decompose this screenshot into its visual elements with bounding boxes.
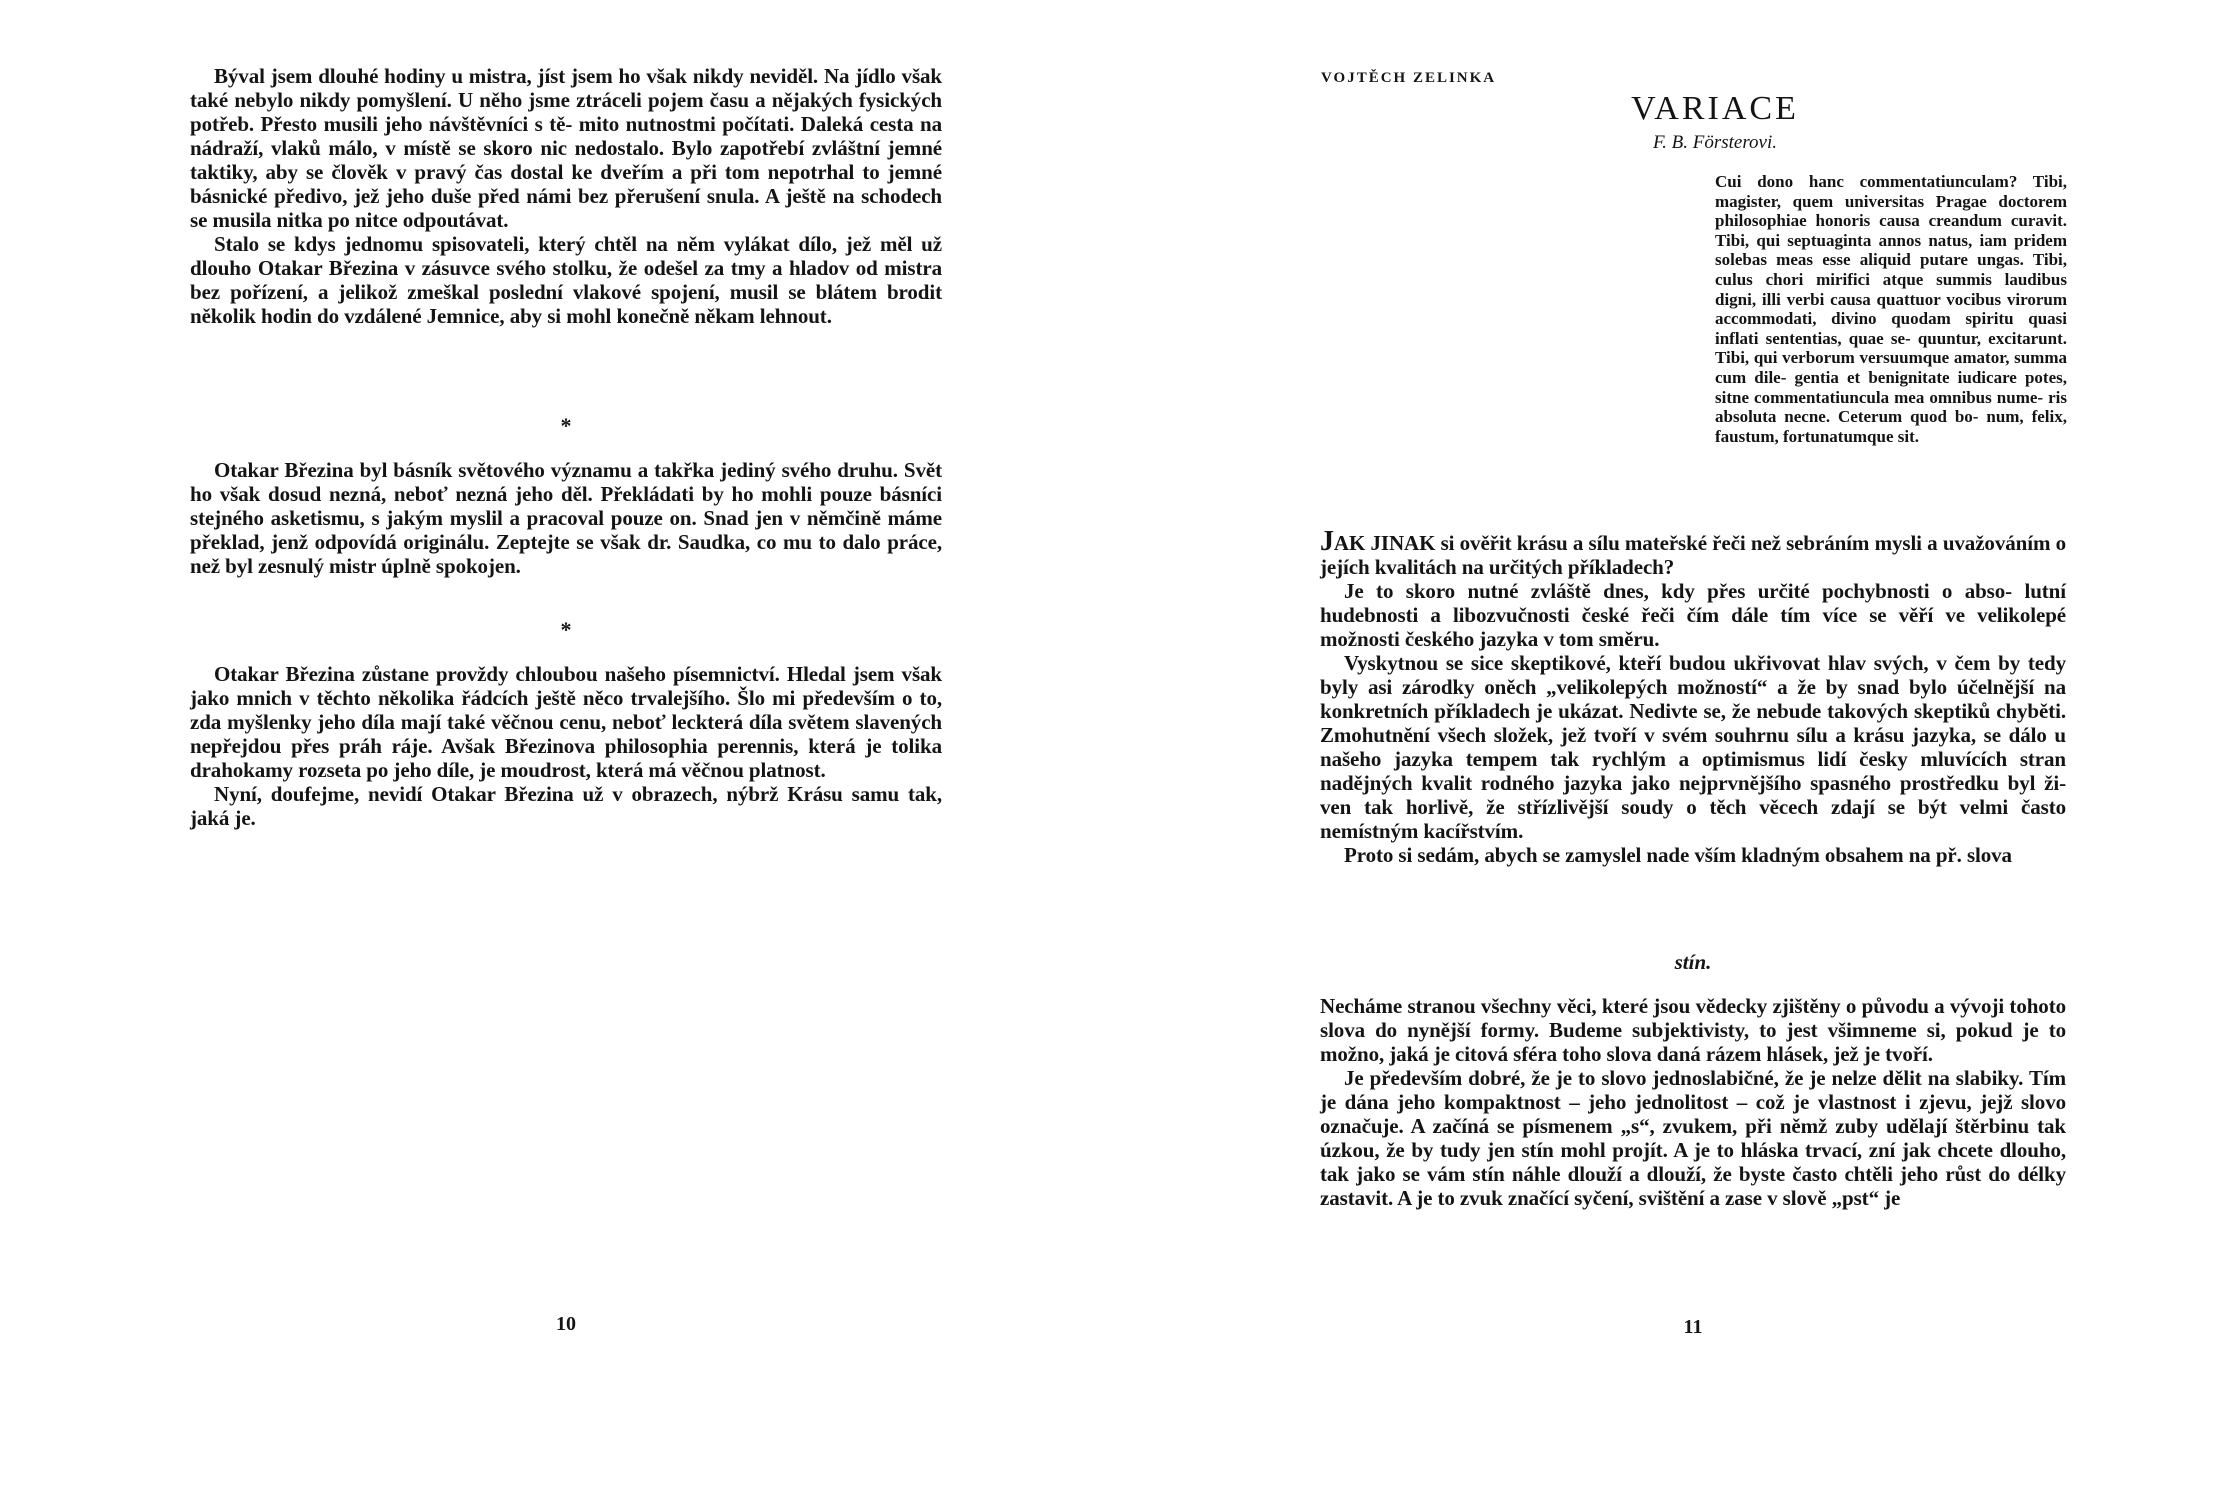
left-text-block-3 <box>190 662 942 830</box>
left-paragraph-1: Býval jsem dlouhé hodiny u mistra, jíst jsem ho však nikdy neviděl. Na jídlo však také nebylo nikdy pomyšlení. U něho jsme ztráceli pojem času a nějakých fysických potřeb. Přesto musili jeho návštěvníci s tě- mito nutnostmi počítati. Daleká cesta na nádraží, vlaků málo, v místě se skoro nic nedostalo. Bylo zapotřebí zvláštní jemné taktiky, aby se člověk v pravý čas dostal ke dveřím a při tom nepotrhal to jemné básnické předivo, jež jeho duše před námi bez přerušení snula. A ještě na schodech se musila nitka po nitce odpoutávat. <box>190 64 942 232</box>
example-word: stín. <box>1674 950 1712 974</box>
left-text-block-1 <box>190 64 942 328</box>
right-paragraph-3: Vyskytnou se sice skeptikové, kteří budou ukřivovat hlav svých, v čem by tedy byly asi zárodky oněch „velikolepých možností“ a že by snad bylo účelnější na konkretních příkladech je ukázat. Nedivte se, že nebude takových skeptiků chyběti. Zmohutnění všech složek, jež tvoří v svém souhrnu sílu a krásu jazyka, se dálo u našeho jazyka tempem tak rychlým a optimismus lidí česky mluvících stran nadějných kvalit rodného jazyka jako nejprvnějšího spasného prostředku byl ži- ven tak horlivě, že střízlivější soudy o těch věcech zdají se být velmi často nemístným kacířstvím. <box>1320 651 2066 843</box>
left-paragraph-3: Otakar Březina byl básník světového významu a takřka jediný svého druhu. Svět ho však dosud nezná, neboť nezná jeho děl. Překládati by ho mohli pouze básníci stejného asketismu, s jakým myslil a pracoval pouze on. Snad jen v němčině máme překlad, jenž odpovídá originálu. Zeptejte se však dr. Saudka, co mu to dalo práce, než byl zesnulý mistr úplně spokojen. <box>190 458 942 578</box>
page-number-left: 10 <box>556 1313 576 1335</box>
right-paragraph-5: Necháme stranou všechny věci, které jsou vědecky zjištěny o původu a vývoji tohoto slova do nynější formy. Budeme subjektivisty, to jest všimneme si, pokud je to možno, jaká je citová sféra toho slova daná rázem hlásek, jež je tvoří. <box>1320 994 2066 1066</box>
left-text-block-2 <box>190 458 942 578</box>
dedication: F. B. Försterovi. <box>1652 132 1778 153</box>
right-paragraph-1 <box>1320 526 2066 579</box>
lead-in-caps: AK JINAK <box>1333 531 1436 555</box>
right-paragraph-1-text: si ověřit krásu a sílu mateřské řeči než sebráním mysli a uvažováním o jejích kvalitách na určitých příkladech? <box>1320 531 2066 579</box>
right-text-block-1 <box>1320 526 2066 867</box>
right-paragraph-2: Je to skoro nutné zvláště dnes, kdy přes určité pochybnosti o abso- lutní hudebnosti a libozvučnosti české řeči čím dále tím více se věří ve velikolepé možnosti českého jazyka v tom směru. <box>1320 579 2066 651</box>
section-separator-1: * <box>560 413 572 438</box>
page-number-right: 11 <box>1683 1316 1703 1338</box>
drop-cap: J <box>1320 526 1334 557</box>
section-separator-2: * <box>560 617 572 642</box>
latin-motto: Cui dono hanc commentatiunculam? Tibi, magister, quem universitas Pragae doctorem philosophiae honoris causa creandum curavit. Tibi, qui septuaginta annos natus, iam pridem solebas meas esse aliquid putare ungas. Tibi, culus chori mirifici atque summis laudibus digni, illi verbi causa quattuor vocibus virorum accommodati, divino quodam spiritu quasi inflati sententias, quae se- quuntur, excitarunt. Tibi, qui verborum versuumque amator, summa cum dile- gentia et benignitate iudicare potes, sitne commentatiuncula mea omnibus nume- ris absoluta necne. Ceterum quod bo- num, felix, faustum, fortunatumque sit. <box>1715 172 2067 446</box>
left-paragraph-5: Nyní, doufejme, nevidí Otakar Březina už v obrazech, nýbrž Krásu samu tak, jaká je. <box>190 782 942 830</box>
left-paragraph-2: Stalo se kdys jednomu spisovateli, který chtěl na něm vylákat dílo, jež měl už dlouho Otakar Březina v zásuvce svého stolku, že odešel za tmy a hladov od mistra bez pořízení, a jelikož zmeškal poslední vlakové spojení, musil se blátem brodit několik hodin do vzdálené Jemnice, aby si mohl konečně někam lehnout. <box>190 232 942 328</box>
article-title: VARIACE <box>1631 90 1799 127</box>
left-paragraph-4: Otakar Březina zůstane provždy chloubou našeho písemnictví. Hledal jsem však jako mnich v těchto několika řádcích ještě něco trvalejšího. Šlo mi především o to, zda myšlenky jeho díla mají také věčnou cenu, neboť leckterá díla světem slavených nepřejdou přes práh ráje. Avšak Březinova philosophia perennis, která je tolika drahokamy rozseta po jeho díle, je moudrost, která má věčnou platnost. <box>190 662 942 782</box>
right-paragraph-4: Proto si sedám, abych se zamyslel nade vším kladným obsahem na př. slova <box>1344 843 2012 867</box>
right-text-block-2 <box>1320 994 2066 1210</box>
right-paragraph-6: Je především dobré, že je to slovo jednoslabičné, že je nelze dělit na slabiky. Tím je dána jeho kompaktnost – jeho jednolitost – což je vlastnost i zjevu, jejž slovo označuje. A začíná se písmenem „s“, zvukem, při němž zuby udělají štěrbinu tak úzkou, že by tudy jen stín mohl projít. A je to hláska trvací, zní jak chcete dlouho, tak jako se vám stín náhle dlouží a dlouží, že byste často chtěli jeho růst do délky zastavit. A je to zvuk značící syčení, svištění a zase v slově „pst“ je <box>1320 1066 2066 1210</box>
author-name: VOJTĚCH ZELINKA <box>1321 70 1497 86</box>
